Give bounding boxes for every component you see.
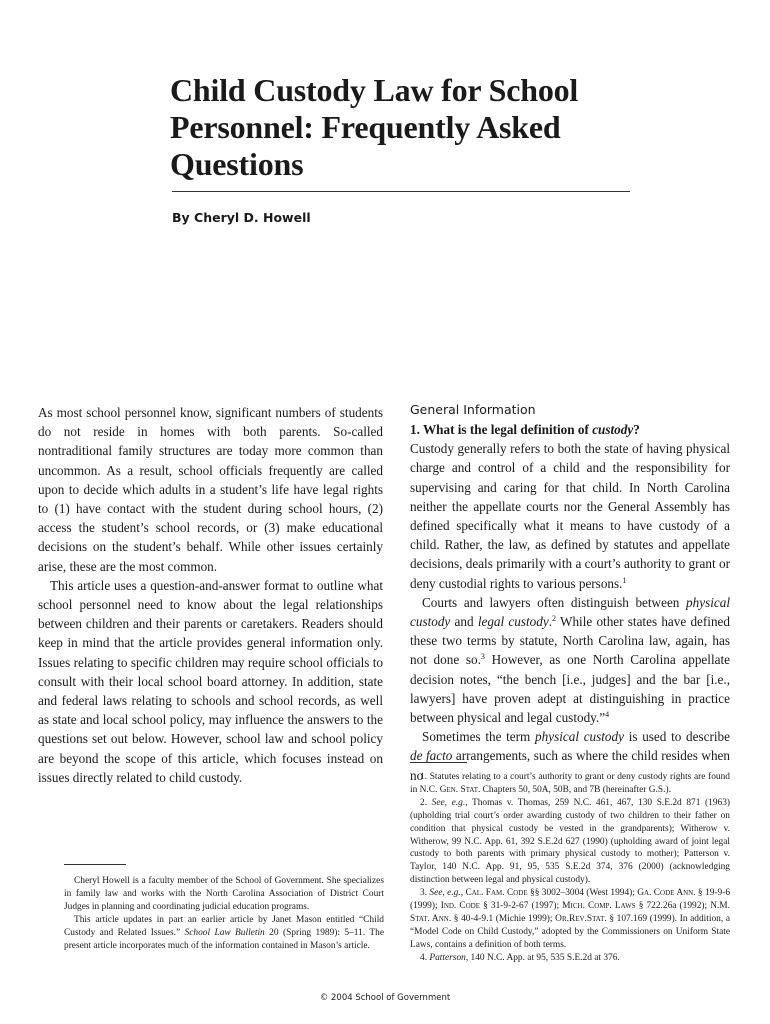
footnote: 1. Statutes relating to a court’s authority to grant or deny custody rights are found in N.C. Gen. Stat. Chapters 50, 50A, 50B, and 7B (hereinafter G.S.). bbox=[410, 772, 730, 795]
title-line: Questions bbox=[170, 146, 304, 182]
footnote-ref[interactable]: 4 bbox=[605, 710, 610, 720]
answer-paragraph: Custody generally refers to both the state of having physical charge and control of a child and the responsibility for supervising and caring for that child. In North Carolina neither the appellate courts nor the General Assembly has defined specifically what it means to have custody of a child. Rather, the law, as defined by statutes and appellate decisions, deals primarily with a court’s authority to grant or deny custodial rights to various persons.$^1$ bbox=[410, 441, 730, 591]
section-heading: General Information bbox=[410, 402, 536, 417]
article-title bbox=[170, 72, 640, 183]
title-line: Personnel: Frequently Asked bbox=[170, 109, 561, 145]
author-bio: Cheryl Howell is a faculty member of the School of Government. She specializes in family law and works with the North Carolina Association of District Court Judges in planning and coordinating judicial education programs. bbox=[64, 876, 384, 912]
footnotes bbox=[410, 771, 730, 965]
author-note-divider bbox=[64, 864, 126, 865]
answer-paragraph: Sometimes the term physical custody is used to describe de facto arrangements, such as where the child resides when no bbox=[410, 729, 730, 783]
footnote-ref[interactable]: 3 bbox=[480, 652, 485, 662]
left-column bbox=[38, 403, 383, 787]
article-history-note: This article updates in part an earlier article by Janet Mason entitled “Child Custody and Related Issues.” School Law Bulletin 20 (Spring 1989): 5–11. The present article incorporates much of the information contained in Mason’s article. bbox=[64, 914, 384, 951]
footnote: 2. See, e.g., Thomas v. Thomas, 259 N.C. 461, 467, 130 S.E.2d 871 (1963) (upholding trial court’s order awarding custody of two children to their father on condition that physical custody be vested in the grandparents); Witherow v. Witherow, 99 N.C. App. 61, 392 S.E.2d 627 (1990) (upholding award of joint legal custody to both parents with primary physical custody to mother); Patterson v. Taylor, 140 N.C. App. 91, 95, 535 S.E.2d 374, 376 (2000) (acknowledging distinction between legal and physical custody). bbox=[410, 797, 731, 886]
byline: By Cheryl D. Howell bbox=[172, 210, 311, 225]
author-note bbox=[64, 875, 384, 952]
footnote-ref[interactable]: 2 bbox=[552, 614, 556, 624]
intro-paragraph: As most school personnel know, significant numbers of students do not reside in homes with both parents. So-called nontraditional family structures are today more common than uncommon. As a result, school officials frequently are called upon to decide which adults in a student’s life have legal rights to (1) have contact with the student during school hours, (2) access the student’s school records, or (3) make educational decisions on the student’s behalf. While other issues certainly arise, these are the most common. bbox=[38, 405, 383, 574]
title-rule bbox=[172, 191, 630, 192]
footnote: 4. Patterson, 140 N.C. App. at 95, 535 S.E.2d at 376. bbox=[420, 952, 620, 963]
right-column bbox=[410, 401, 730, 785]
body-paragraph: This article uses a question-and-answer format to outline what school personnel need to know about the legal relationships between children and their parents or caretakers. Readers should keep in mind that the article provides general information only. Issues relating to specific children may require school officials to consult with their local school board attorney. In addition, state and federal laws relating to schools and school records, as well as state and local school policy, may influence the answers to the questions set out below. However, school law and school policy are beyond the scope of this article, which focuses instead on issues directly related to child custody. bbox=[38, 577, 383, 785]
question-heading: 1. What is the legal definition of custody? bbox=[410, 422, 640, 437]
footnote: 3. See, e.g., Cal. Fam. Code §§ 3002–3004 (West 1994); Ga. Code Ann. § 19-9-6 (1999); Ind. Code § 31-9-2-67 (1997); Mich. Comp. Laws § 722.26a (1992); N.M. Stat. Ann. § 40-4-9.1 (Michie 1999); Or.Rev.Stat. § 107.169 (1999). In addition, a “Model Code on Child Custody,” adopted by the Commissioners on Uniform State Laws, contains a definition of both terms. bbox=[410, 888, 731, 950]
page-footer: © 2004 School of Government bbox=[319, 993, 451, 1003]
footnote-divider bbox=[410, 762, 467, 763]
answer-paragraph: Courts and lawyers often distinguish between physical custody and legal custody.$^2$ While other states have defined these two terms by statute, North Carolina law, again, has not done so.$^3$ However, as one North Carolina appellate decision notes, “the bench [i.e., judges] and the bar [i.e., lawyers] have proven adept at distinguishing in practice between physical and legal custody.”$^4$ bbox=[410, 594, 730, 726]
title-line: Child Custody Law for School bbox=[170, 72, 579, 108]
footnote-ref[interactable]: 1 bbox=[622, 575, 627, 585]
